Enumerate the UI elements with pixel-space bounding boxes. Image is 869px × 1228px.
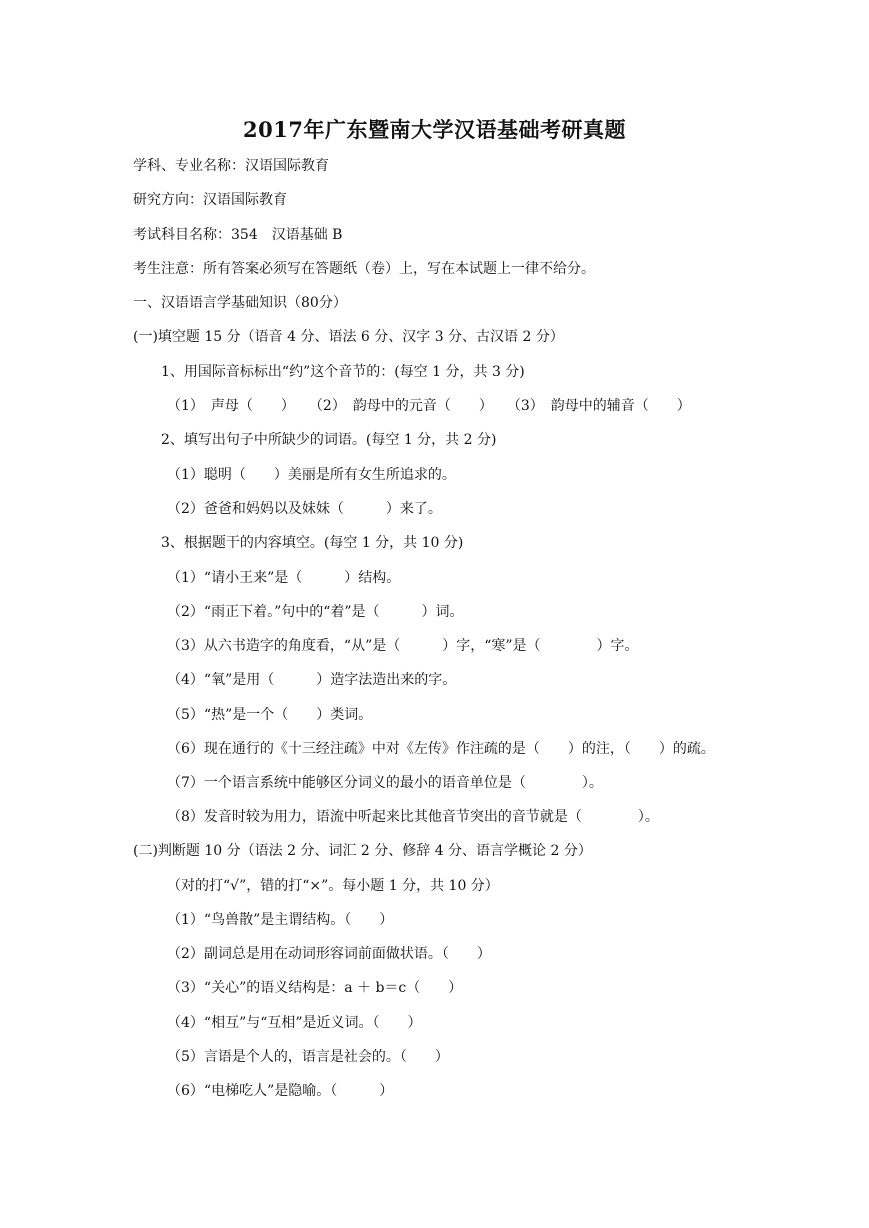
judgement-item: （5）言语是个人的，语言是社会的。（ ） xyxy=(167,1049,449,1065)
section1-heading: (一)填空题 15 分（语音 4 分、语法 6 分、汉字 3 分、古汉语 2 分） xyxy=(133,329,564,345)
judgement-item: （2）副词总是用在动词形容词前面做状语。（ ） xyxy=(167,946,491,962)
question-2-item: （1）聪明（ ）美丽是所有女生所追求的。 xyxy=(167,467,456,483)
question-1: 1、用国际音标标出“约”这个音节的：(每空 1 分，共 3 分) xyxy=(161,364,525,380)
judgement-item: （6）“电梯吃人”是隐喻。（ ） xyxy=(167,1083,394,1099)
question-3-item: （3）从六书造字的角度看，“从”是（ ）字，“寒”是（ ）字。 xyxy=(167,638,639,654)
section2-instruction: （对的打“√”，错的打“×”。每小题 1 分，共 10 分） xyxy=(167,878,499,894)
notice-line: 考生注意：所有答案必须写在答题纸（卷）上，写在本试题上一律不给分。 xyxy=(133,261,595,277)
question-1-blanks: （1） 声母（ ） （2） 韵母中的元音（ ） （3） 韵母中的辅音（ ） xyxy=(167,398,691,414)
exam-name-line: 考试科目名称：354 汉语基础 B xyxy=(133,227,343,243)
question-3: 3、根据题干的内容填空。(每空 1 分，共 10 分) xyxy=(161,535,464,551)
question-3-item: （4）“氧”是用（ ）造字法造出来的字。 xyxy=(167,672,457,688)
question-3-item: （1）“请小王来”是（ ）结构。 xyxy=(167,570,401,586)
question-3-item: （8）发音时较为用力，语流中听起来比其他音节突出的音节就是（ ）。 xyxy=(167,809,659,825)
judgement-item: （1）“鸟兽散”是主谓结构。（ ） xyxy=(167,912,394,928)
exam-title: 2017年广东暨南大学汉语基础考研真题 xyxy=(243,117,626,142)
question-2-item: （2）爸爸和妈妈以及妹妹（ ）来了。 xyxy=(167,501,442,517)
part1-heading: 一、汉语语言学基础知识（80分） xyxy=(133,295,347,311)
question-3-item: （6）现在通行的《十三经注疏》中对《左传》作注疏的是（ ）的注，（ ）的疏。 xyxy=(167,741,715,757)
section2-heading: (二)判断题 10 分（语法 2 分、词汇 2 分、修辞 4 分、语言学概论 2 分） xyxy=(133,843,592,859)
judgement-item: （4）“相互”与“互相”是近义词。（ ） xyxy=(167,1015,422,1031)
question-3-item: （7）一个语言系统中能够区分词义的最小的语音单位是（ ）。 xyxy=(167,775,603,791)
question-3-item: （2）“雨正下着。”句中的“着”是（ ）词。 xyxy=(167,604,464,620)
direction-line: 研究方向：汉语国际教育 xyxy=(133,192,287,208)
judgement-item: （3）“关心”的语义结构是：a ＋ b＝c（ ） xyxy=(167,980,463,996)
question-2: 2、填写出句子中所缺少的词语。(每空 1 分，共 2 分) xyxy=(161,432,497,448)
subject-line: 学科、专业名称：汉语国际教育 xyxy=(133,158,329,174)
question-3-item: （5）“热”是一个（ ）类词。 xyxy=(167,707,373,723)
